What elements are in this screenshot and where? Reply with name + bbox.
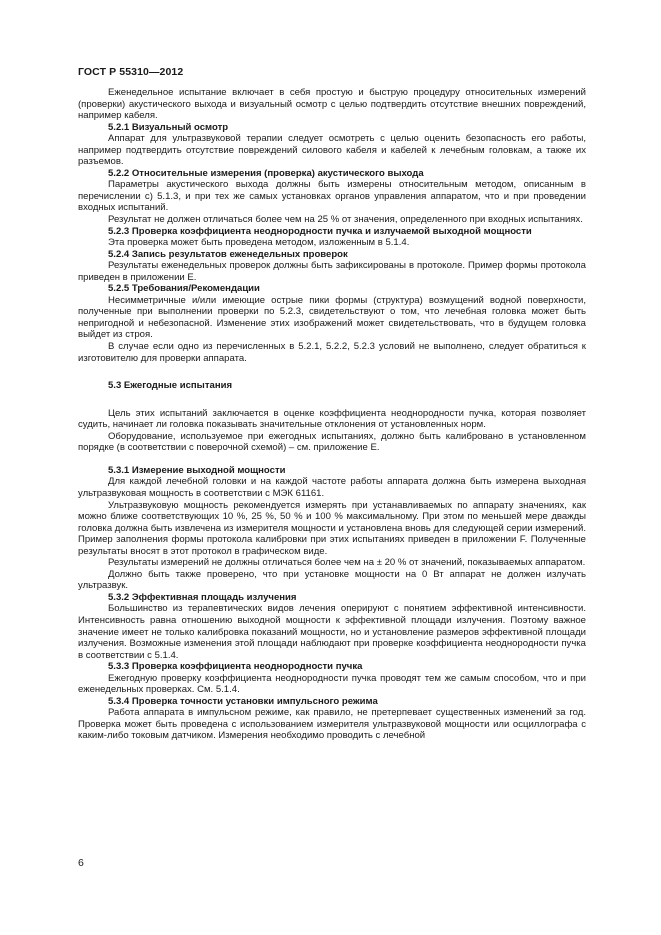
paragraph: Результаты измерений не должны отличаться более чем на ± 20 % от значений, показываемых аппаратом.: [108, 557, 586, 569]
paragraph: Работа аппарата в импульсном режиме, как правило, не претерпевает существенных изменений за год. Проверка может быть проведена с использованием измерителя ультразвуковой мощности или осциллографа с каким-либо токовым датчиком. Измерения необходимо проводить с лечебной: [78, 707, 586, 742]
paragraph: В случае если одно из перечисленных в 5.2.1, 5.2.2, 5.2.3 условий не выполнено, следует обратиться к изготовителю для проверки аппарата.: [78, 341, 586, 364]
subsection-heading: 5.2.1 Визуальный осмотр: [108, 121, 229, 133]
subsection-heading: 5.2.5 Требования/Рекомендации: [108, 283, 260, 295]
paragraph: Еженедельное испытание включает в себя простую и быструю процедуру относительных измерений (проверки) акустического выхода и визуальный осмотр с целью подтвердить отсутствие внешних повреждений, например кабеля.: [78, 87, 586, 122]
page-number: 6: [78, 857, 84, 869]
subsection-heading: 5.3.3 Проверка коэффициента неоднородности пучка: [108, 661, 363, 673]
document-header: ГОСТ Р 55310—2012: [78, 66, 184, 78]
paragraph: Результаты еженедельных проверок должны быть зафиксированы в протоколе. Пример формы протокола приведен в приложении Е.: [78, 260, 586, 283]
subsection-heading: 5.2.4 Запись результатов еженедельных проверок: [108, 248, 348, 260]
paragraph: Оборудование, используемое при ежегодных испытаниях, должно быть калибровано в установленном порядке (в соответствии с поверочной схемой) – см. приложение Е.: [78, 430, 586, 454]
paragraph: Несимметричные и/или имеющие острые пики формы (структура) возмущений водной поверхности, полученные при выполнении проверки по 5.2.3, свидетельствуют о том, что лечебная головка может быть непригодной и небезопасной. Изменение этих изображений может свидетельствовать, что в будущем головка выйдет из строя.: [78, 294, 586, 341]
subsection-heading: 5.3.2 Эффективная площадь излучения: [108, 591, 297, 603]
paragraph: Цель этих испытаний заключается в оценке коэффициента неоднородности пучка, которая позволяет судить, начинает ли головка показывать значительные отклонения от установленных норм.: [78, 407, 586, 431]
document-body: [78, 87, 586, 742]
section-heading: 5.3 Ежегодные испытания: [108, 380, 233, 392]
paragraph: Ультразвуковую мощность рекомендуется измерять при устанавливаемых по аппарату значениях, как можно ближе соответствующих 10 %, 25 %, 50 % и 100 % максимальному. При этом по меньшей мере дважды головка должна быть извлечена из измерителя мощности и установлена вновь для следующей серии измерений. Пример заполнения формы протокола калибровки при этих испытаниях приведен в приложении F. Полученные результаты вносят в этот протокол в графическом виде.: [78, 499, 586, 557]
paragraph: Для каждой лечебной головки и на каждой частоте работы аппарата должна быть измерена выходная ультразвуковая мощность в соответствии с МЭК 61161.: [78, 476, 586, 499]
subsection-heading: 5.2.3 Проверка коэффициента неоднородности пучка и излучаемой выходной мощности: [108, 225, 532, 237]
subsection-heading: 5.3.1 Измерение выходной мощности: [108, 464, 286, 476]
subsection-heading: 5.2.2 Относительные измерения (проверка) акустического выхода: [108, 167, 424, 179]
paragraph: Ежегодную проверку коэффициента неоднородности пучка проводят тем же самым способом, что и при еженедельных проверках. См. 5.1.4.: [78, 672, 586, 696]
subsection-heading: 5.3.4 Проверка точности установки импульсного режима: [108, 695, 378, 707]
paragraph: Должно быть также проверено, что при установке мощности на 0 Вт аппарат не должен излучать ультразвук.: [78, 568, 586, 592]
paragraph: Результат не должен отличаться более чем на 25 % от значения, определенного при входных испытаниях.: [108, 214, 583, 226]
paragraph: Большинство из терапевтических видов лечения оперируют с понятием эффективной интенсивности. Интенсивность равна отношению выходной мощности к эффективной площади излучения. Поэтому важное значение имеет не только калибровка показаний мощности, но и установление размеров эффективной площади излучения. Возможные изменения этой площади наблюдают при проверке коэффициента неоднородности пучка в соответствии с 5.1.4.: [78, 603, 586, 661]
paragraph: Аппарат для ультразвуковой терапии следует осмотреть с целью оценить безопасность его работы, например подтвердить отсутствие повреждений силового кабеля и кабелей к лечебным головкам, а также их разъемов.: [78, 133, 586, 168]
paragraph: Параметры акустического выхода должны быть измерены относительным методом, описанным в перечислении с) 5.1.3, и при тех же самых установках органов управления аппаратом, что и при проведении входных испытаний.: [78, 179, 586, 214]
paragraph: Эта проверка может быть проведена методом, изложенным в 5.1.4.: [108, 237, 410, 249]
